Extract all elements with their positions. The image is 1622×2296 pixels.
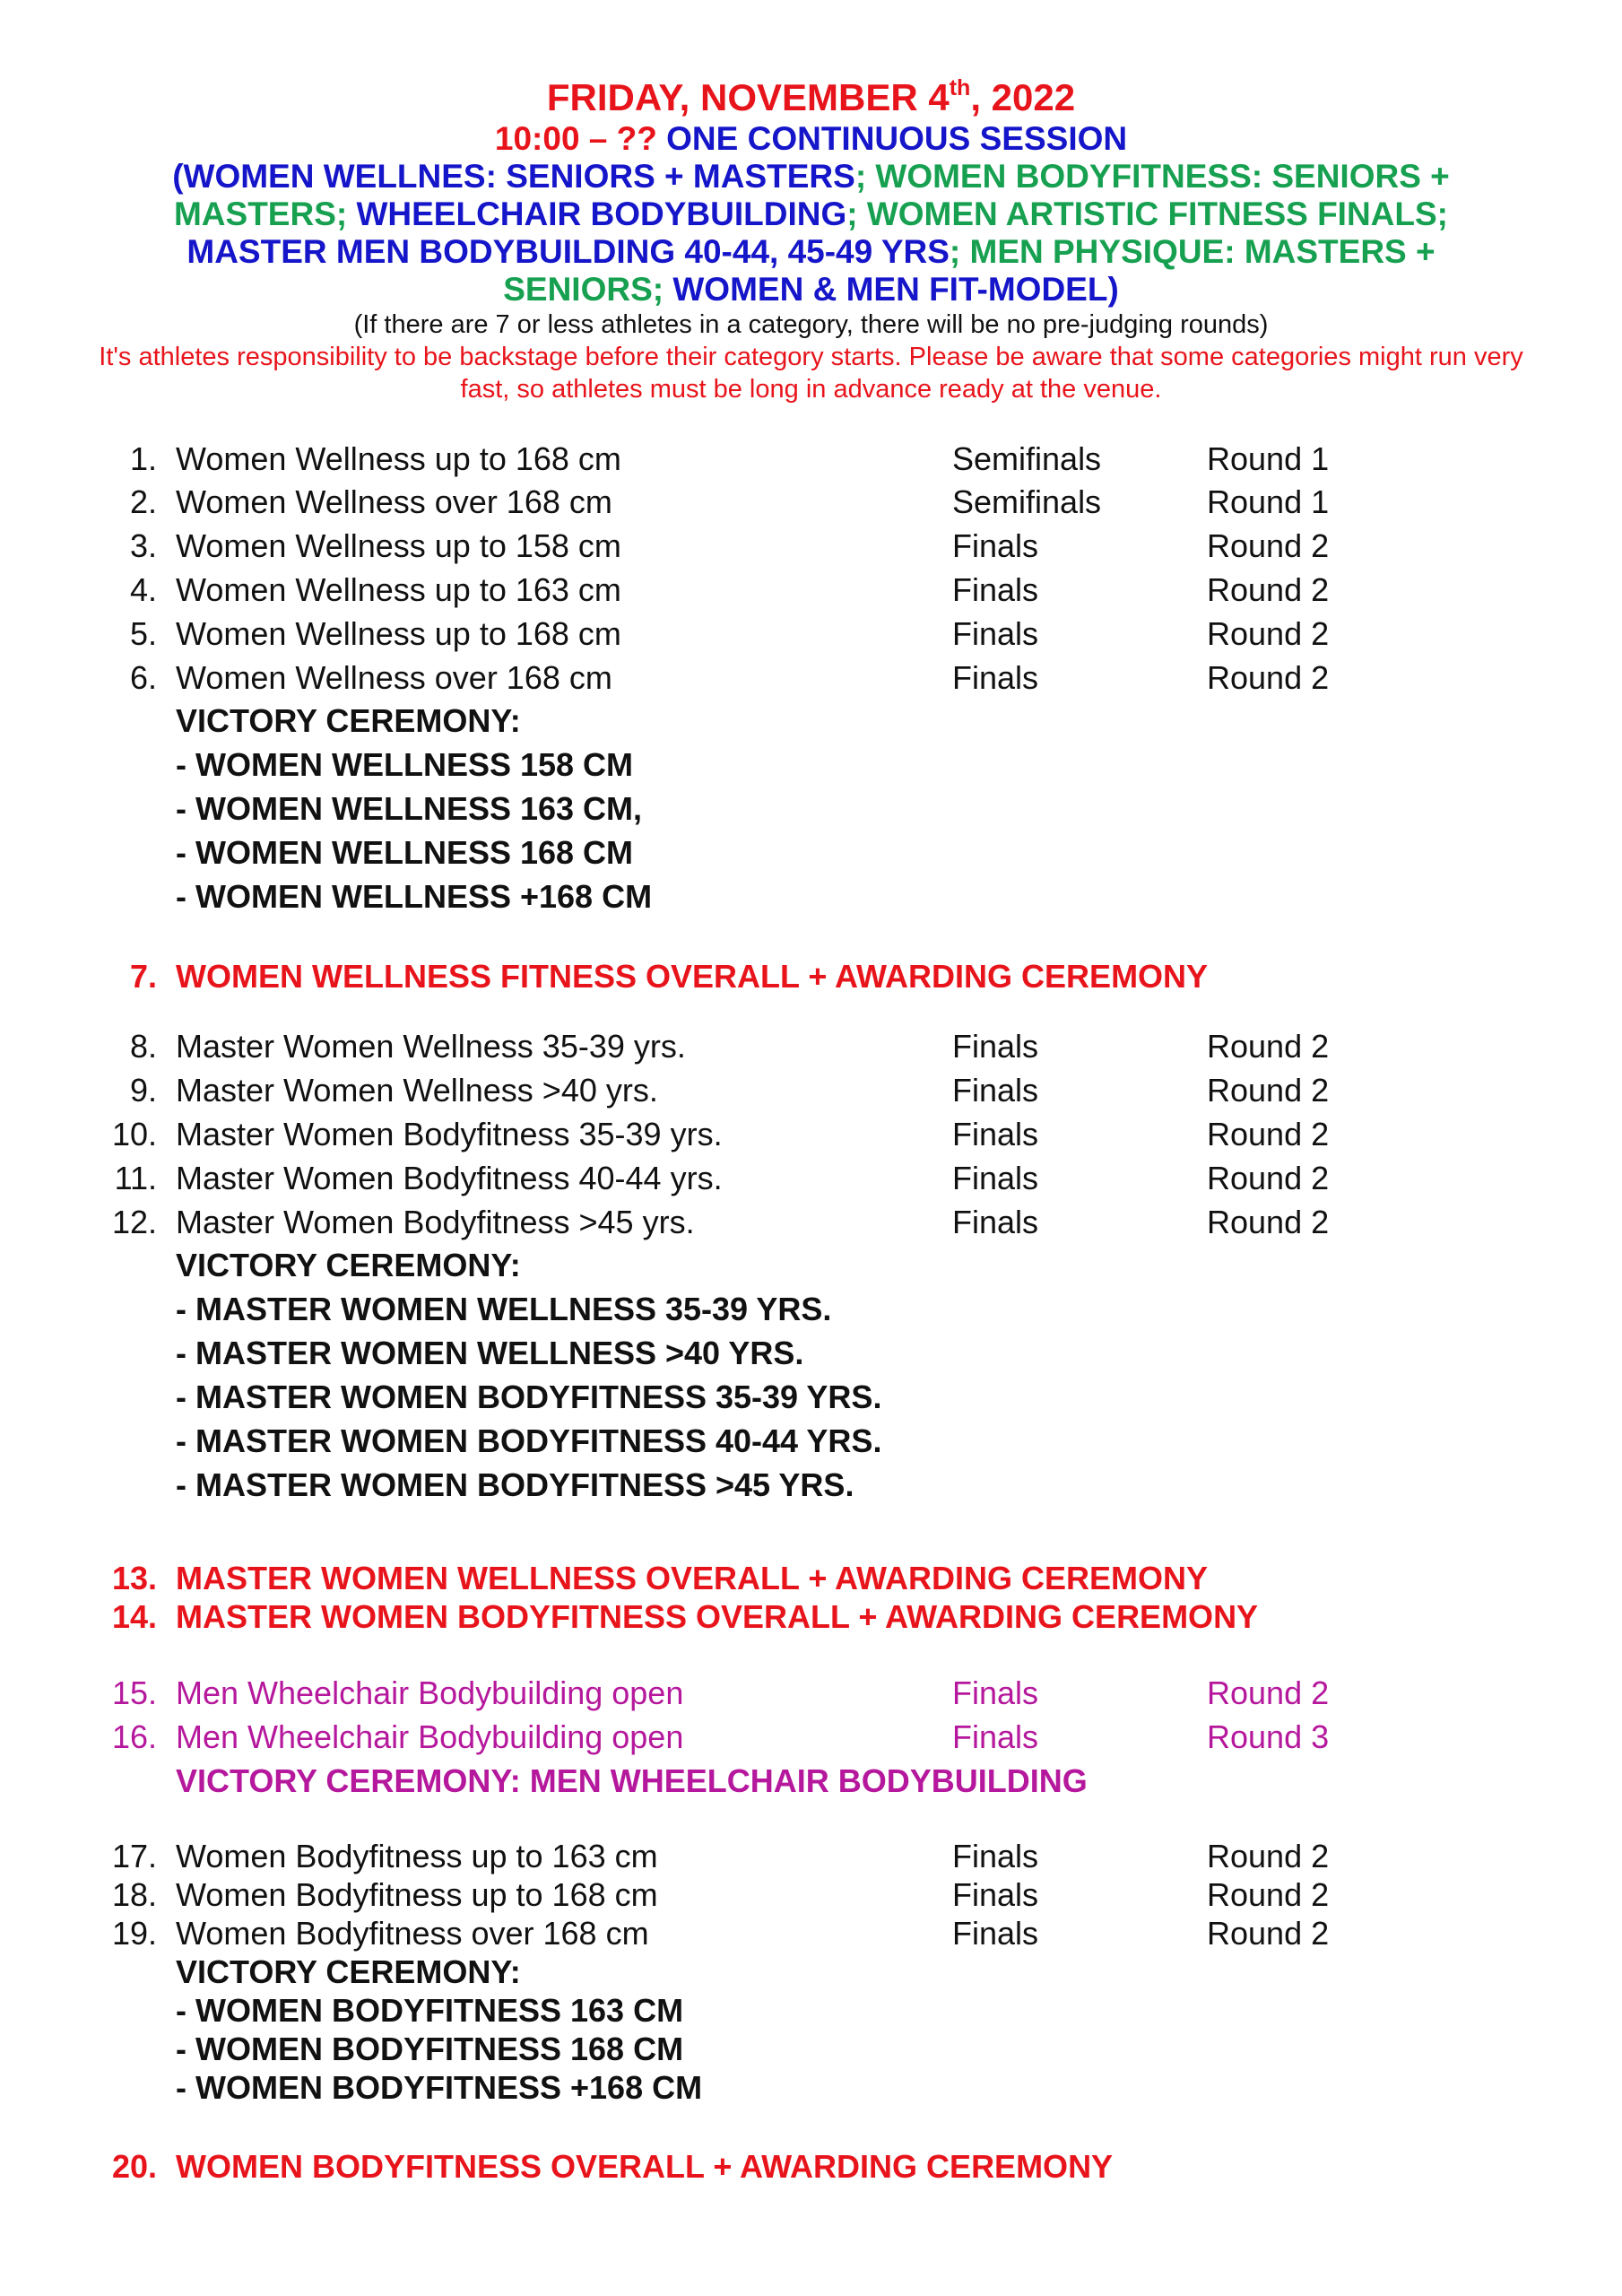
schedule-row [0,614,1622,654]
row-label: Men Wheelchair Bodybuilding open [176,1718,684,1755]
schedule-row [0,833,1622,873]
row-number: 8. [129,1028,157,1065]
schedule-row [0,1465,1622,1505]
schedule-row [0,658,1622,698]
row-number: 3. [129,527,157,564]
schedule-row [0,1115,1622,1154]
category-segment: WHEELCHAIR BODYBUILDING [356,196,847,232]
row-label: VICTORY CEREMONY: [176,1953,521,1990]
schedule-row [0,483,1622,522]
schedule-row [0,1875,1622,1915]
row-label: MASTER WOMEN WELLNESS OVERALL + AWARDING CEREMONY [176,1560,1209,1596]
row-label: VICTORY CEREMONY: [176,702,521,739]
row-label: - MASTER WOMEN BODYFITNESS 35-39 YRS. [176,1378,882,1415]
row-number: 6. [129,659,157,696]
category-segment: WOMEN & MEN FIT-MODEL) [672,271,1119,308]
schedule-row [0,1071,1622,1110]
row-label: Master Women Wellness 35-39 yrs. [176,1028,686,1065]
schedule-row [0,1837,1622,1876]
row-round: Round 2 [1207,615,1330,652]
row-number: 5. [129,615,157,652]
row-stage: Finals [952,1876,1039,1913]
schedule-row [0,1991,1622,2031]
row-round: Round 2 [1207,659,1330,696]
category-segment: MASTER MEN BODYBUILDING 40-44, 45-49 YRS [186,233,950,270]
row-number: 19. [111,1915,157,1952]
row-label: MASTER WOMEN BODYFITNESS OVERALL + AWARDING CEREMONY [176,1598,1259,1635]
category-segment: ; MEN PHYSIQUE: MASTERS + SENIORS; [503,233,1436,308]
row-round: Round 2 [1207,1072,1330,1109]
row-stage: Finals [952,1718,1039,1755]
row-round: Round 2 [1207,1876,1330,1913]
row-round: Round 3 [1207,1718,1330,1755]
schedule-row [0,1378,1622,1417]
schedule-row [0,526,1622,566]
row-label: Master Women Bodyfitness >45 yrs. [176,1204,695,1240]
row-label: Women Wellness up to 158 cm [176,527,621,564]
row-label: Master Women Bodyfitness 40-44 yrs. [176,1160,723,1196]
schedule-row [0,789,1622,829]
athlete-warning: It's athletes responsibility to be backstage before their category starts. Please be aware that some categories might run very fast, so athletes must be long in advance ready at the venue. [99,343,1523,404]
row-number: 1. [129,440,157,477]
row-label: Women Wellness over 168 cm [176,483,612,520]
row-round: Round 2 [1207,1915,1330,1952]
schedule-row [0,439,1622,479]
row-stage: Finals [952,1915,1039,1952]
row-number: 13. [111,1560,157,1596]
row-number: 17. [111,1838,157,1874]
schedule-row [0,1952,1622,1992]
row-label: Women Wellness up to 168 cm [176,615,621,652]
row-number: 20. [111,2148,157,2185]
row-round: Round 2 [1207,1116,1330,1152]
schedule-row [0,957,1622,996]
title-superscript: th [949,75,971,100]
title-year: , 2022 [970,76,1076,118]
row-stage: Semifinals [952,440,1102,477]
row-number: 16. [111,1718,157,1755]
row-stage: Finals [952,527,1039,564]
row-stage: Semifinals [952,483,1102,520]
row-label: Women Wellness up to 168 cm [176,440,621,477]
row-label: - WOMEN BODYFITNESS 163 CM [176,1992,684,2029]
session-time: 10:00 – ?? [494,120,657,157]
row-label: Women Bodyfitness up to 168 cm [176,1876,658,1913]
schedule-row [0,877,1622,917]
category-segment: (WOMEN WELLNES: SENIORS + MASTERS [172,158,855,195]
schedule-row [0,1203,1622,1242]
row-label: - WOMEN WELLNESS 168 CM [176,834,634,871]
row-stage: Finals [952,1072,1039,1109]
row-label: - WOMEN WELLNESS +168 CM [176,878,653,915]
schedule-row [0,1027,1622,1066]
row-label: Master Women Wellness >40 yrs. [176,1072,658,1109]
schedule-row [0,1674,1622,1713]
session-label: ONE CONTINUOUS SESSION [656,120,1128,157]
row-number: 11. [114,1160,157,1196]
row-round: Round 2 [1207,1028,1330,1065]
row-label: WOMEN BODYFITNESS OVERALL + AWARDING CEREMONY [176,2148,1114,2185]
row-number: 14. [111,1598,157,1635]
row-label: - WOMEN WELLNESS 163 CM, [176,790,643,827]
row-label: Women Wellness over 168 cm [176,659,612,696]
category-segment: ; WOMEN ARTISTIC FITNESS FINALS; [846,196,1449,232]
row-round: Round 1 [1207,483,1330,520]
row-label: WOMEN WELLNESS FITNESS OVERALL + AWARDING CEREMONY [176,958,1209,995]
schedule-row [0,1559,1622,1598]
schedule-row [0,745,1622,785]
row-label: Men Wheelchair Bodybuilding open [176,1674,684,1711]
row-round: Round 2 [1207,1838,1330,1874]
schedule-row [0,1718,1622,1757]
schedule-row [0,2068,1622,2108]
row-label: VICTORY CEREMONY: [176,1247,521,1283]
schedule-row [0,1597,1622,1637]
row-label: Women Bodyfitness over 168 cm [176,1915,649,1952]
prejudging-note: (If there are 7 or less athletes in a category, there will be no pre-judging rounds) [353,310,1269,339]
row-round: Round 2 [1207,571,1330,608]
schedule-row [0,1246,1622,1285]
row-number: 12. [111,1204,157,1240]
row-label: - MASTER WOMEN BODYFITNESS >45 YRS. [176,1466,854,1503]
row-stage: Finals [952,1204,1039,1240]
row-stage: Finals [952,1160,1039,1196]
row-round: Round 2 [1207,1160,1330,1196]
category-segment: ; WOMEN BODYFITNESS: SENIORS + MASTERS; [173,158,1450,232]
row-label: Master Women Bodyfitness 35-39 yrs. [176,1116,723,1152]
schedule-row [0,1422,1622,1461]
schedule-row [0,1914,1622,1953]
row-stage: Finals [952,1674,1039,1711]
row-round: Round 1 [1207,440,1330,477]
row-number: 9. [129,1072,157,1109]
schedule-row [0,2030,1622,2069]
schedule-row [0,701,1622,741]
row-label: - WOMEN BODYFITNESS +168 CM [176,2069,703,2106]
row-number: 4. [129,571,157,608]
row-stage: Finals [952,1116,1039,1152]
row-stage: Finals [952,571,1039,608]
row-round: Round 2 [1207,1204,1330,1240]
title-main: FRIDAY, NOVEMBER 4 [546,76,950,118]
row-stage: Finals [952,1838,1039,1874]
row-round: Round 2 [1207,1674,1330,1711]
row-label: Women Wellness up to 163 cm [176,571,621,608]
row-label: VICTORY CEREMONY: MEN WHEELCHAIR BODYBUILDING [176,1762,1088,1799]
schedule-row [0,1290,1622,1329]
row-stage: Finals [952,1028,1039,1065]
row-round: Round 2 [1207,527,1330,564]
row-number: 2. [129,483,157,520]
row-number: 10. [111,1116,157,1152]
row-number: 7. [129,958,157,995]
row-label: - MASTER WOMEN BODYFITNESS 40-44 YRS. [176,1422,882,1459]
row-label: - MASTER WOMEN WELLNESS >40 YRS. [176,1335,804,1371]
schedule-row [0,1159,1622,1198]
schedule-row [0,570,1622,610]
schedule-row [0,1334,1622,1373]
schedule-row [0,1761,1622,1801]
row-label: - WOMEN WELLNESS 158 CM [176,746,634,783]
row-label: - WOMEN BODYFITNESS 168 CM [176,2031,684,2067]
row-stage: Finals [952,615,1039,652]
row-label: Women Bodyfitness up to 163 cm [176,1838,658,1874]
row-number: 15. [111,1674,157,1711]
schedule-row [0,2147,1622,2187]
row-number: 18. [111,1876,157,1913]
row-label: - MASTER WOMEN WELLNESS 35-39 YRS. [176,1291,832,1327]
row-stage: Finals [952,659,1039,696]
